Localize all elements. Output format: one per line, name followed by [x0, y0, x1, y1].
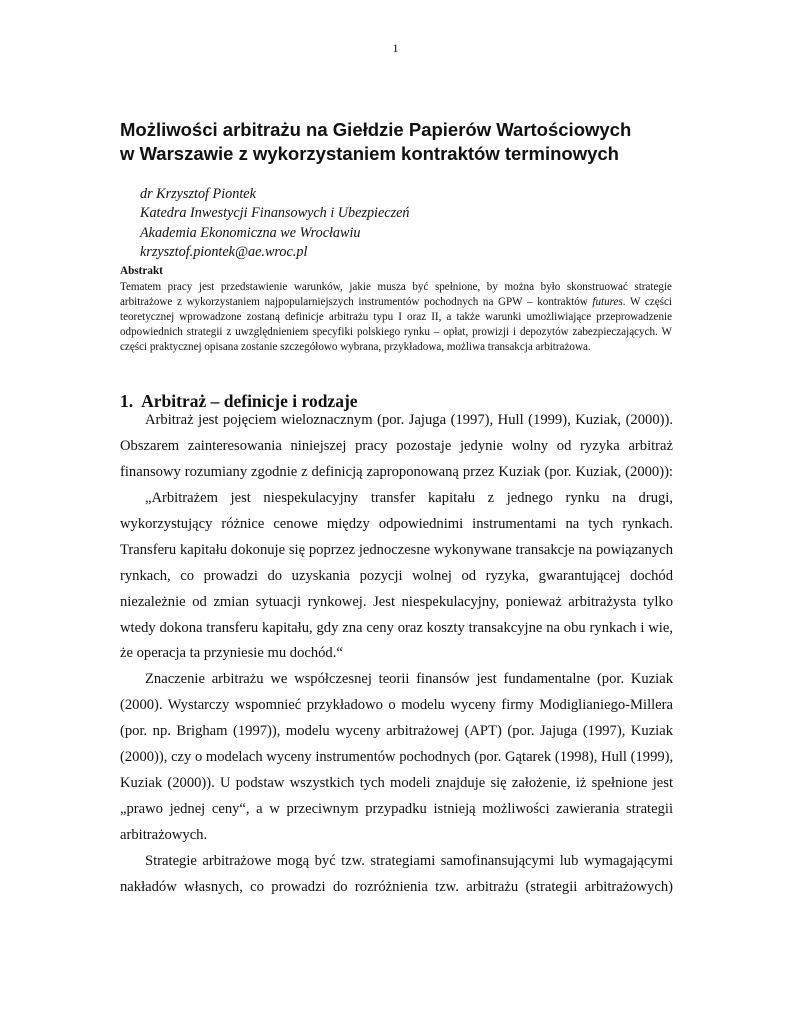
- body-line: wykorzystujący różnice cenowe między odpowiednimi instrumentami na tych rynkach.: [120, 515, 673, 532]
- body-line: Strategie arbitrażowe mogą być tzw. strategiami samofinansującymi lub wymagającymi: [145, 852, 673, 869]
- body-text: [120, 408, 673, 901]
- abstract-text-part-2: . W części teoretycznej wprowadzone zostaną definicje arbitrażu typu I oraz II, a także warunki umożliwiające przeprowadzenie odpowiednich strategii z uwzględnieniem specyfiki polskiego rynku – opłat, prowizji i depozytów zabezpieczających. W części praktycznej opisana zostanie szczegółowo wybrana, przykładowa, możliwa transakcja arbitrażowa.: [120, 296, 672, 354]
- body-line: „prawo jednej ceny“, a w przeciwnym przypadku istnieją możliwości zawierania strategii: [120, 801, 673, 818]
- body-line: (por. np. Brigham (1997)), modelu wyceny arbitrażowej (APT) (por. Jajuga (1997), Kuziak: [120, 723, 673, 740]
- body-line: Obszarem zainteresowania niniejszej pracy pozostaje jedynie wolny od ryzyka arbitraż: [120, 437, 673, 454]
- body-line: nakładów własnych, co prowadzi do rozróżnienia tzw. arbitrażu (strategii arbitrażowych): [120, 878, 673, 895]
- section-title: Arbitraż – definicje i rodzaje: [141, 391, 358, 411]
- paper-title: [120, 118, 700, 166]
- author-block: [140, 185, 410, 262]
- body-line: Arbitraż jest pojęciem wieloznacznym (por. Jajuga (1997), Hull (1999), Kuziak, (2000)).: [145, 412, 673, 428]
- section-number: 1.: [120, 391, 134, 411]
- paper-title-line-1: Możliwości arbitrażu na Giełdzie Papierów Wartościowych: [120, 119, 632, 140]
- abstract-italic-term: futures: [592, 296, 623, 309]
- body-line: wtedy dokona transferu kapitału, gdy zna ceny oraz koszty transakcyjne na obu rynkach i wie,: [120, 619, 673, 636]
- abstract-heading: Abstrakt: [120, 265, 163, 277]
- abstract-text: [120, 280, 672, 355]
- body-line: Znaczenie arbitrażu we współczesnej teorii finansów jest fundamentalne (por. Kuziak: [145, 671, 673, 688]
- body-line: (2000). Wystarczy wspomnieć przykładowo o modelu wyceny firmy Modiglianiego-Millera: [120, 697, 673, 714]
- body-line: finansowy rozumiany zgodnie z definicją zaproponowaną przez Kuziak (por. Kuziak, (2000)):: [120, 463, 673, 480]
- abstract-text-part-1: Tematem pracy jest przedstawienie warunków, jakie musza być spełnione, by można było skonstruować strategie arbitrażowe z wykorzystaniem najpopularniejszych instrumentów pochodnych na GPW – kontraktów: [120, 281, 672, 309]
- author-institution: Akademia Ekonomiczna we Wrocławiu: [140, 224, 361, 241]
- body-line: Kuziak (2000)). U podstaw wszystkich tych modeli znajduje się założenie, iż spełnione jest: [120, 775, 673, 792]
- abstract: [120, 264, 672, 355]
- body-line: że operacja ta przyniesie mu dochód.“: [120, 645, 343, 662]
- body-line: niezależnie od zmian sytuacji rynkowej. Jest niespekulacyjny, ponieważ arbitrażysta tylko: [120, 593, 673, 610]
- author-email: krzysztof.piontek@ae.wroc.pl: [140, 243, 308, 260]
- page-number: 1: [392, 41, 399, 55]
- body-line: „Arbitrażem jest niespekulacyjny transfer kapitału z jednego rynku na drugi,: [145, 489, 673, 506]
- body-line: arbitrażowych.: [120, 827, 208, 843]
- body-line: rynkach, co prowadzi do uzyskania pozycji wolnej od ryzyka, gwarantującej dochód: [120, 567, 673, 584]
- author-department: Katedra Inwestycji Finansowych i Ubezpieczeń: [140, 205, 410, 222]
- paper-title-line-2: w Warszawie z wykorzystaniem kontraktów terminowych: [120, 143, 619, 164]
- body-line: Transferu kapitału dokonuje się poprzez jednoczesne wykonywane transakcje na powiązanych: [120, 541, 673, 558]
- body-line: (2000)), czy o modelach wyceny instrumentów pochodnych (por. Gątarek (1998), Hull (1999),: [120, 749, 674, 766]
- author-name: dr Krzysztof Piontek: [140, 186, 256, 202]
